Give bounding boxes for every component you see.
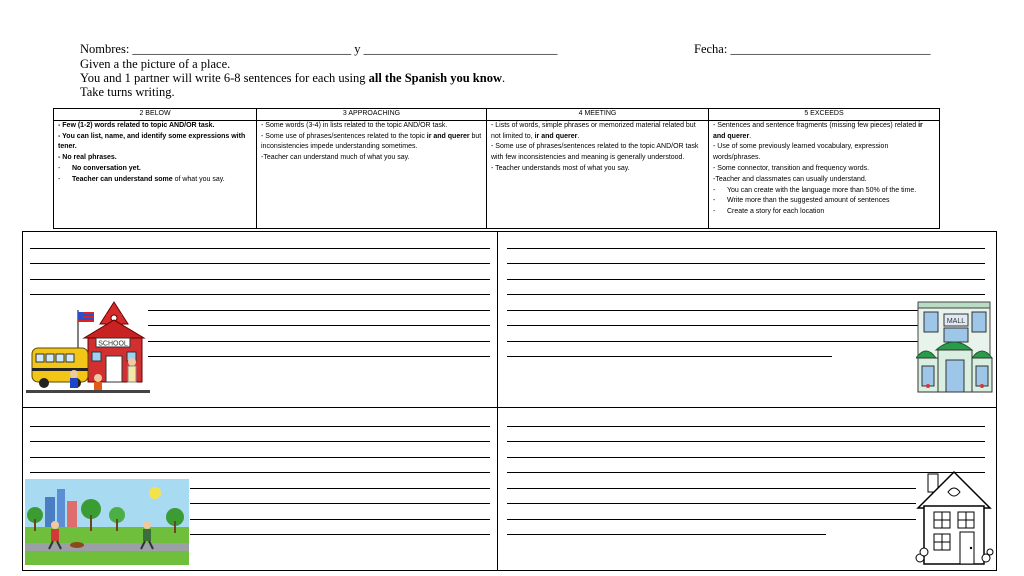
writing-line[interactable] [30,248,490,249]
grid-vertical-divider [497,231,498,571]
writing-line[interactable] [30,294,490,295]
writing-line[interactable] [30,263,490,264]
park-picture [25,479,189,565]
grid-horizontal-divider [22,407,997,408]
writing-line[interactable] [507,341,985,342]
writing-line[interactable] [507,356,832,357]
school-bus-icon [32,348,88,382]
writing-line[interactable] [148,325,490,326]
writing-line[interactable] [507,263,985,264]
writing-line[interactable] [507,457,985,458]
writing-line[interactable] [507,310,985,311]
writing-line[interactable] [30,426,490,427]
instruction-line-1: Given a the picture of a place. [80,57,231,71]
writing-line[interactable] [507,294,985,295]
writing-line[interactable] [507,325,985,326]
writing-line[interactable] [148,341,490,342]
rubric-header-exceeds: 5 EXCEEDS [709,109,940,121]
mall-picture [916,298,994,396]
instruction-line-2: You and 1 partner will write 6-8 sentences for each using all the Spanish you know. [80,71,506,85]
rubric-meeting-cell: - Lists of words, simple phrases or memorized material related but not limited to, ir and querer. - Some use of phrases/sentences related to the topic AND/OR task with few inconsistencies and meaning is generally understood. - Teacher understands most of what you say. [487,120,709,228]
worksheet-header [80,42,940,99]
writing-line[interactable] [507,534,826,535]
rubric-below-cell: - Few (1-2) words related to topic AND/OR task. - You can list, name, and identify some expressions with tener. - No real phrases. - No conversation yet. - Teacher can understand some of what you say. [54,120,257,228]
writing-line[interactable] [190,503,490,504]
writing-line[interactable] [148,356,490,357]
rubric-table [53,108,940,229]
svg-text:SCHOOL: SCHOOL [98,340,128,348]
svg-text:MALL: MALL [946,318,966,325]
sun-icon [149,487,161,499]
writing-line[interactable] [507,426,985,427]
nombres-field[interactable]: Nombres: ___________________________________ y _______________________________ [80,42,558,56]
instruction-line-3: Take turns writing. [80,85,175,99]
writing-line[interactable] [507,519,916,520]
writing-line[interactable] [507,279,985,280]
writing-line[interactable] [507,488,916,489]
school-picture [26,296,150,396]
rubric-header-below: 2 BELOW [54,109,257,121]
writing-line[interactable] [507,441,985,442]
writing-line[interactable] [190,534,490,535]
rubric-header-meeting: 4 MEETING [487,109,709,121]
writing-line[interactable] [30,472,490,473]
writing-line[interactable] [507,503,916,504]
rubric-header-approaching: 3 APPROACHING [257,109,487,121]
house-picture [914,468,994,568]
writing-line[interactable] [30,457,490,458]
writing-line[interactable] [30,441,490,442]
fecha-field[interactable]: Fecha: ________________________________ [694,42,931,56]
rubric-exceeds-cell: - Sentences and sentence fragments (missing few pieces) related ir and querer. - Use of some previously learned vocabulary, expression words/phrases. - Some connector, transition and frequency words. -Teacher and classmates can usually understand. - You can create with the language more than 50% of the time. - Write more than the suggested amount of sentences - Create a story for each location [709,120,940,228]
writing-line[interactable] [148,310,490,311]
writing-line[interactable] [507,248,985,249]
writing-line[interactable] [190,519,490,520]
rubric-approaching-cell: - Some words (3-4) in lists related to the topic AND/OR task. - Some use of phrases/sentences related to the topic ir and querer but inconsistencies impede understanding sometimes. -Teacher can understand much of what you say. [257,120,487,228]
writing-line[interactable] [190,488,490,489]
writing-line[interactable] [30,279,490,280]
